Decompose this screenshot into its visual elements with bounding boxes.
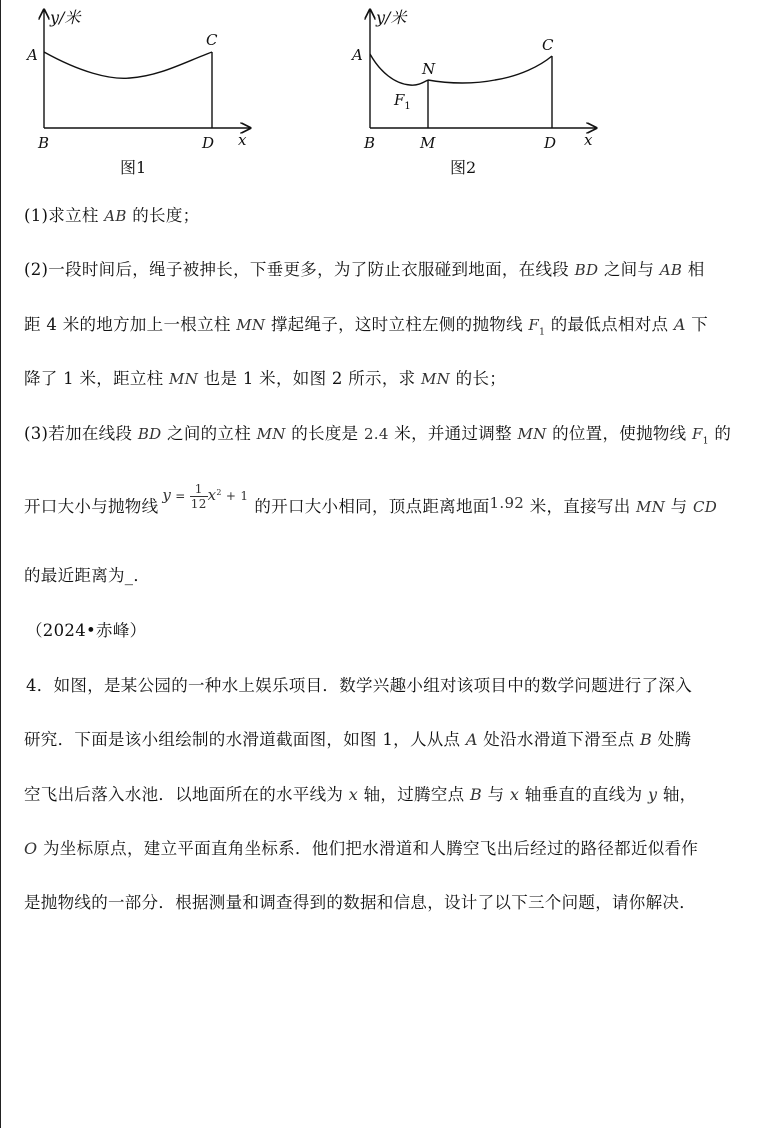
question-1-line: (1)求立柱 AB 的长度； [24,206,200,225]
fig2-label-F1: $F_1$ [394,91,411,112]
question-3-line-3: 的最近距离为_． [24,566,151,585]
question-2-line-2: 距 4 米的地方加上一根立柱 MN 撑起绳子，这时立柱左侧的抛物线 $F_1$ 的最低点相对点 A 下 [24,315,709,338]
fig2-caption: 图2 [450,158,477,177]
fig1-label-A: A [27,46,38,64]
fig1-rope-curve [44,52,212,78]
question-2-line-1: (2)一段时间后，绳子被抻长，下垂更多，为了防止衣服碰到地面，在线段 BD 之间与 AB 相 [24,260,705,279]
question-4-line-3: 空飞出后落入水池．以地面所在的水平线为 x 轴，过腾空点 B 与 x 轴垂直的直线为 y 轴， [24,785,697,804]
fig2-label-x: x [584,131,593,149]
fig1-label-x: x [238,131,247,149]
figure-1 [0,0,775,190]
fig1-label-B: B [38,134,50,152]
question-4-line-1: 4．如图，是某公园的一种水上娱乐项目．数学兴趣小组对该项目中的数学问题进行了深入 [26,676,692,695]
question-4-line-2: 研究．下面是该小组绘制的水滑道截面图，如图 1，人从点 A 处沿水滑道下滑至点 B 处腾 [24,730,692,749]
fig2-label-C: C [542,36,554,54]
fig2-label-A: A [352,46,363,64]
parabola-formula: y = $\frac{1}{12}$ $x^2 + 1$ [162,482,249,511]
fig2-y-label: y/米 [376,8,407,27]
formula-fraction: $\frac{1}{12}$ [190,482,207,511]
fig1-label-D: D [202,134,215,152]
fig1-caption: 图1 [120,158,147,177]
question-4-line-4: O 为坐标原点，建立平面直角坐标系．他们把水滑道和人腾空飞出后经过的路径都近似看作 [24,839,699,858]
fig2-parabola-f1 [370,54,428,85]
source-tag: （2024•赤峰） [26,621,147,640]
question-3-line-2: 开口大小与抛物线y = $\frac{1}{12}$ $x^2 + 1$的开口大小相同，顶点距离地面1.92 米，直接写出 MN 与 CD [24,487,717,528]
fig1-label-C: C [206,31,218,49]
fig2-label-N: N [422,60,436,78]
fig2-label-M: M [420,134,436,152]
question-4-line-5: 是抛物线的一部分．根据测量和调查得到的数据和信息，设计了以下三个问题，请你解决． [24,893,696,912]
question-3-line-1: (3)若加在线段 BD 之间的立柱 MN 的长度是 2.4 米，并通过调整 MN 的位置，使抛物线 $F_1$ 的 [24,424,732,447]
fig2-label-D: D [544,134,557,152]
fig1-y-label: y/米 [50,8,81,27]
fig2-right-parabola [428,56,552,83]
fig2-label-B: B [364,134,376,152]
question-2-line-3: 降了 1 米，距立柱 MN 也是 1 米，如图 2 所示，求 MN 的长； [24,369,507,388]
